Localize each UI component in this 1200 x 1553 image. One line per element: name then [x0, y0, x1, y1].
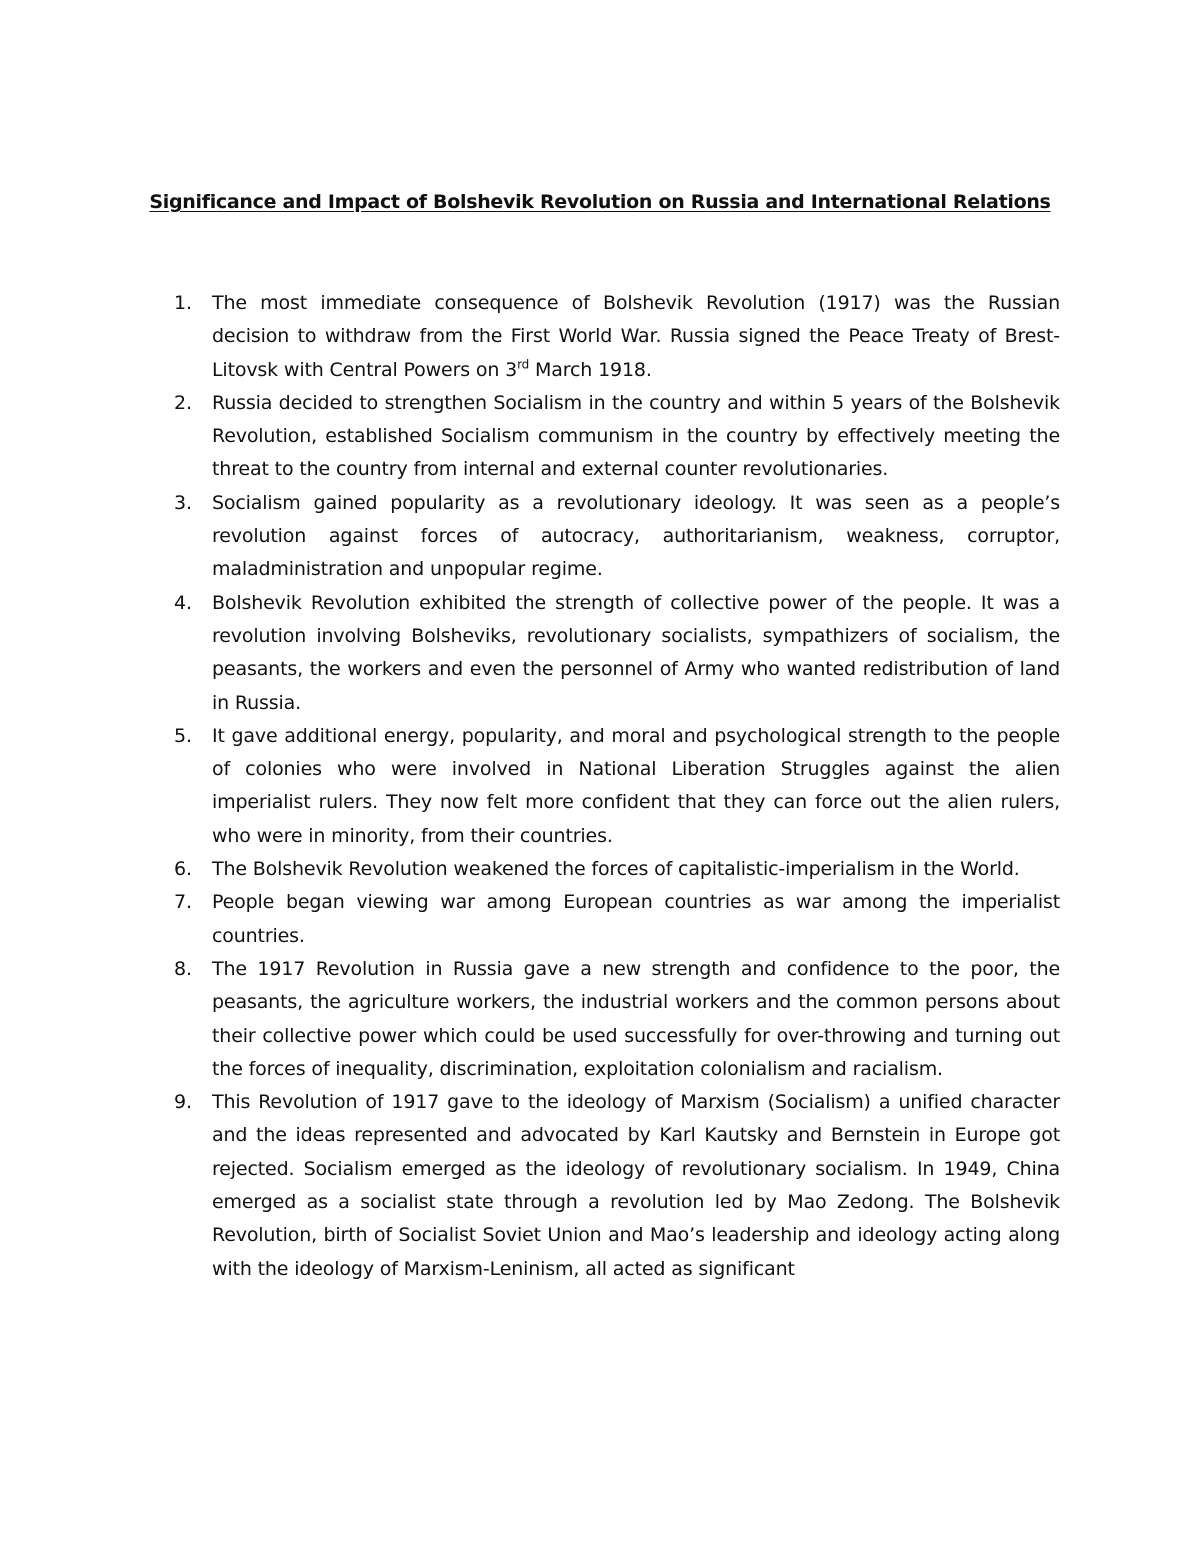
page-title: Significance and Impact of Bolshevik Revolution on Russia and International Relations: [149, 191, 1051, 213]
list-item: [160, 720, 1060, 853]
list-item-number: 7.: [174, 891, 192, 914]
list-item-number: 6.: [174, 858, 192, 881]
list-item: [160, 287, 1060, 387]
list-item-text: [212, 287, 1060, 387]
list-item: [160, 853, 1060, 886]
list-item: [160, 886, 1060, 953]
list-item: [160, 487, 1060, 587]
list-item-text: Russia decided to strengthen Socialism in the country and within 5 years of the Bolshevik Revolution, established Socialism communism in the country by effectively meeting the threat to the country from internal and external counter revolutionaries.: [212, 391, 1060, 481]
list-item-text: It gave additional energy, popularity, and moral and psychological strength to the people of colonies who were involved in National Liberation Struggles against the alien imperialist rulers. They now felt more confident that they can force out the alien rulers, who were in minority, from their countries.: [212, 724, 1060, 847]
list-item: [160, 953, 1060, 1086]
list-item: [160, 387, 1060, 487]
list-item-number: 2.: [174, 391, 192, 414]
list-item-text: People began viewing war among European countries as war among the imperialist countries.: [212, 891, 1060, 947]
list-item-number: 8.: [174, 957, 192, 980]
ordinal-superscript: rd: [517, 357, 530, 372]
list-item-number: 3.: [174, 491, 192, 514]
list-item-number: 9.: [174, 1091, 192, 1114]
list-item-number: 4.: [174, 591, 192, 614]
list-item: [160, 1086, 1060, 1286]
list-item-text: Bolshevik Revolution exhibited the strength of collective power of the people. It was a revolution involving Bolsheviks, revolutionary socialists, sympathizers of socialism, the peasants, the workers and even the personnel of Army who wanted redistribution of land in Russia.: [212, 591, 1060, 714]
list-item-text-part: March 1918.: [529, 358, 652, 381]
list-item-text: Socialism gained popularity as a revolutionary ideology. It was seen as a people’s revolution against forces of autocracy, authoritarianism, weakness, corruptor, maladministration and unpopular regime.: [212, 491, 1060, 581]
list-item-number: 5.: [174, 724, 192, 747]
list-item-text-part: The most immediate consequence of Bolshevik Revolution (1917) was the Russian decision to withdraw from the First World War. Russia signed the Peace Treaty of Brest-Litovsk with Central Powers on 3: [212, 292, 1060, 381]
list-item-text: This Revolution of 1917 gave to the ideology of Marxism (Socialism) a unified character and the ideas represented and advocated by Karl Kautsky and Bernstein in Europe got rejected. Socialism emerged as the ideology of revolutionary socialism. In 1949, China emerged as a socialist state through a revolution led by Mao Zedong. The Bolshevik Revolution, birth of Socialist Soviet Union and Mao’s leadership and ideology acting along with the ideology of Marxism-Leninism, all acted as significant: [212, 1091, 1060, 1280]
list-item-text: The 1917 Revolution in Russia gave a new strength and confidence to the poor, the peasants, the agriculture workers, the industrial workers and the common persons about their collective power which could be used successfully for over-throwing and turning out the forces of inequality, discrimination, exploitation colonialism and racialism.: [212, 957, 1060, 1080]
list-item-text: The Bolshevik Revolution weakened the forces of capitalistic-imperialism in the World.: [212, 858, 1020, 881]
numbered-list: [160, 287, 1060, 1286]
list-item: [160, 587, 1060, 720]
list-item-number: 1.: [174, 292, 192, 314]
